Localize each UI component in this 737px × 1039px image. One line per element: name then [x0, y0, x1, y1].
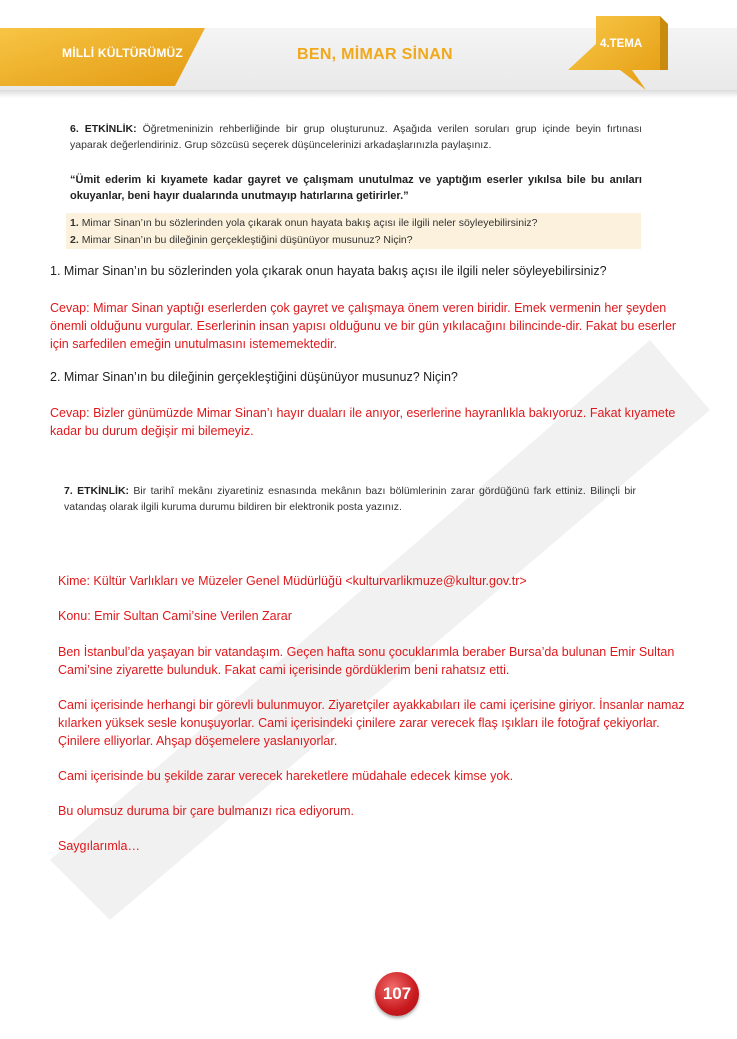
- activity-7: [64, 483, 636, 515]
- question-2: 2. Mimar Sinan’ın bu dileğinin gerçekleştiğini düşünüyor musunuz? Niçin?: [50, 370, 458, 384]
- question-number: 2.: [70, 234, 79, 246]
- activity-7-instruction: Bir tarihî mekânı ziyaretiniz esnasında mekânın bazı bölümlerinin zarar gördüğünü fark ettiniz. Bilinçli bir vatandaş olarak ilgili kuruma durumu bildiren bir elektronik posta yazınız.: [64, 485, 636, 513]
- email-paragraph-1: Ben İstanbul’da yaşayan bir vatandaşım. Geçen hafta sonu çocuklarımla beraber Bursa’da bulunan Emir Sultan Cami’sine ziyarette bulunduk. Fakat cami içerisinde gördüklerim beni rahatsız etti.: [58, 645, 675, 677]
- page-title: BEN, MİMAR SİNAN: [297, 46, 453, 63]
- email-paragraph-2: Cami içerisinde herhangi bir görevli bulunmuyor. Ziyaretçiler ayakkabıları ile cami içerisine giriyor. İnsanlar namaz kılarken yüksek sesle konuşuyorlar. Cami içerisindeki çinilere zarar verecek flaş ışıkları ile fotoğraf çekiyorlar. Çinilere elliyorlar. Ahşap döşemelere yaslanıyorlar.: [58, 698, 685, 748]
- activity-question-2: [70, 232, 413, 248]
- question-text: Mimar Sinan’ın bu dileğinin gerçekleştiğini düşünüyor musunuz? Niçin?: [81, 234, 413, 246]
- email-to: Kime: Kültür Varlıkları ve Müzeler Genel Müdürlüğü <kulturvarlikmuze@kultur.gov.tr>: [58, 574, 527, 588]
- activity-6-instruction: Öğretmeninizin rehberliğinde bir grup oluşturunuz. Aşağıda verilen soruları grup içinde beyin fırtınası yaparak değerlendiriniz. Grup sözcüsü seçerek düşüncelerinizi arkadaşlarınızla paylaşınız.: [70, 123, 642, 151]
- theme-ribbon-icon: [560, 14, 670, 94]
- email-paragraph-3: Cami içerisinde bu şekilde zarar verecek hareketlere müdahale edecek kimse yok.: [58, 769, 514, 783]
- question-1: 1. Mimar Sinan’ın bu sözlerinden yola çıkarak onun hayata bakış açısı ile ilgili neler söyleyebilirsiniz?: [50, 264, 607, 278]
- activity-question-1: [70, 215, 538, 231]
- answer-1: Cevap: Mimar Sinan yaptığı eserlerden çok gayret ve çalışmaya önem veren biridir. Emek vermenin her şeyden önemli olduğunu vurgular. Eserlerinin insan yapısı olduğunu ve bir gün yıkılacağını bilincinde-dir. Fakat bu eserler için sarfedilen emeğin unutulmasını istememektedir.: [50, 301, 677, 351]
- sinan-quote: “Ümit ederim ki kıyamete kadar gayret ve çalışmam unutulmaz ve yaptığım eserler yıkılsa bile bu anıları okuyanlar, beni hayır dualarında unutmayıp hatırlarına getirirler.”: [70, 174, 642, 202]
- answer-2: Cevap: Bizler günümüzde Mimar Sinan’ı hayır duaları ile anıyor, eserlerine hayranlıkla bakıyoruz. Fakat kıyamete kadar bu durum değişir mi bilemeyiz.: [50, 406, 676, 438]
- question-text: Mimar Sinan’ın bu sözlerinden yola çıkarak onun hayata bakış açısı ile ilgili neler söyleyebilirsiniz?: [81, 217, 538, 229]
- activity-7-label: 7. ETKİNLİK:: [64, 485, 130, 497]
- page-number: 107: [375, 972, 419, 1016]
- theme-label: 4.TEMA: [600, 38, 643, 50]
- activity-6: [70, 121, 642, 153]
- email-paragraph-4: Bu olumsuz duruma bir çare bulmanızı rica ediyorum.: [58, 804, 354, 818]
- email-closing: Saygılarımla…: [58, 839, 140, 853]
- section-label: MİLLİ KÜLTÜRÜMÜZ: [62, 46, 183, 60]
- question-number: 1.: [70, 217, 79, 229]
- email-subject: Konu: Emir Sultan Cami’sine Verilen Zarar: [58, 609, 292, 623]
- activity-6-label: 6. ETKİNLİK:: [70, 123, 137, 135]
